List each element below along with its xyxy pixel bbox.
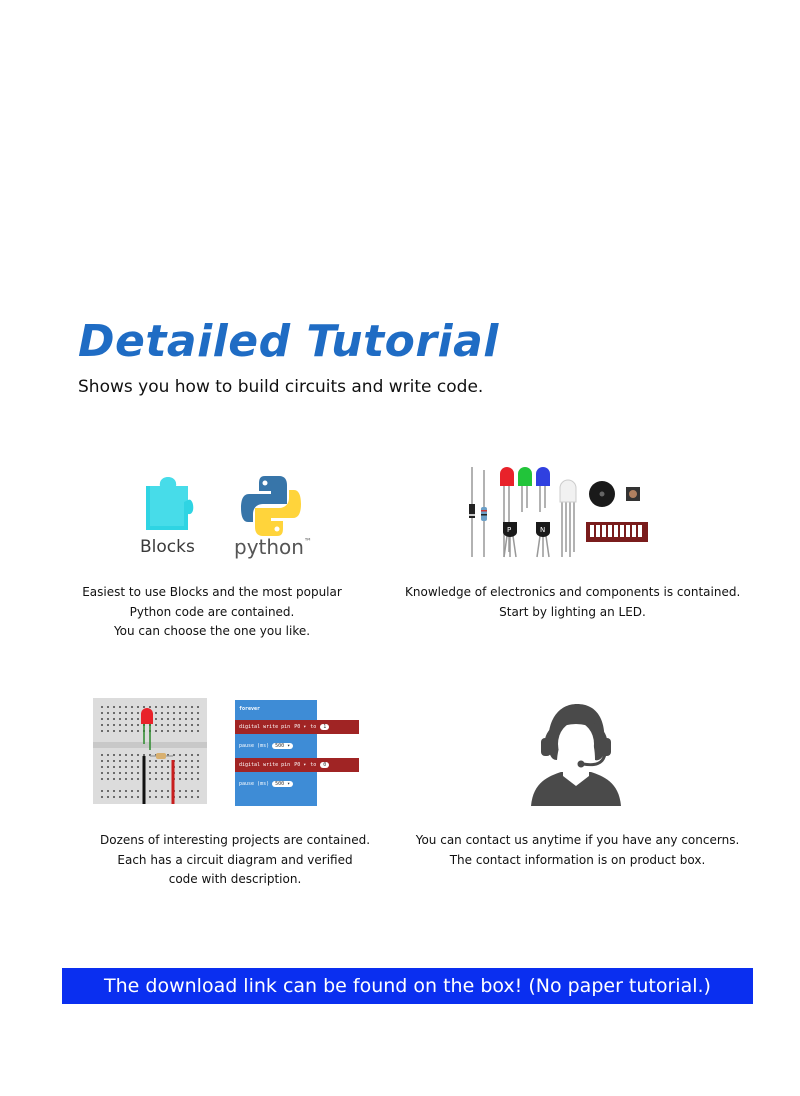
pause-label: pause (ms)	[239, 781, 270, 787]
python-label: python	[234, 535, 304, 559]
code-caption-line: Easiest to use Blocks and the most popular	[82, 585, 342, 599]
page-title: Detailed Tutorial	[78, 316, 499, 367]
led-green-icon	[518, 467, 532, 512]
led-red-icon	[500, 467, 514, 557]
transistor-p-label: P	[507, 526, 512, 534]
push-button-icon	[626, 487, 640, 501]
code-languages-art	[130, 470, 320, 565]
code-caption-line: You can choose the one you like.	[113, 624, 311, 638]
resistor-icon	[481, 470, 487, 557]
support-caption	[405, 831, 750, 870]
support-caption-line: You can contact us anytime if you have any concerns.	[415, 833, 740, 847]
download-info-banner	[62, 968, 753, 1004]
rgb-led-icon	[560, 480, 576, 557]
value-pill: 1	[320, 724, 329, 730]
pause-block-1	[235, 740, 293, 752]
digital-write-label: digital write pin	[239, 724, 291, 730]
components-caption	[405, 583, 740, 622]
components-caption-line: Start by lighting an LED.	[499, 604, 646, 619]
page-subtitle: Shows you how to build circuits and write code.	[78, 377, 484, 397]
pin-dropdown: P0 ▾	[294, 762, 307, 768]
python-logo-icon	[241, 476, 301, 536]
pin-dropdown: P0 ▾	[294, 724, 307, 730]
ms-dropdown: 500 ▾	[272, 781, 293, 787]
components-art	[462, 462, 662, 564]
buzzer-icon	[589, 481, 615, 507]
support-caption-line: The contact information is on product box.	[449, 852, 706, 867]
diode-icon	[469, 467, 475, 557]
transistor-n-icon	[536, 522, 550, 557]
digital-write-block-1	[235, 720, 359, 734]
pause-label: pause (ms)	[239, 743, 270, 749]
customer-support-headset-icon	[525, 700, 627, 806]
download-info-text: The download link can be found on the box! (No paper tutorial.)	[104, 975, 711, 997]
ms-dropdown: 500 ▾	[272, 743, 293, 749]
blocks-puzzle-icon	[146, 477, 193, 530]
breadboard-circuit-art	[93, 698, 207, 804]
transistor-p-icon	[503, 522, 517, 557]
digital-write-label: digital write pin	[239, 762, 291, 768]
digital-write-block-2	[235, 758, 359, 772]
projects-caption	[80, 831, 390, 890]
code-caption-line: Python code are contained.	[129, 604, 295, 619]
projects-caption-line: Each has a circuit diagram and verified	[117, 852, 353, 867]
transistor-n-label: N	[540, 526, 546, 534]
projects-caption-line: Dozens of interesting projects are contained.	[99, 833, 371, 847]
projects-caption-line: code with description.	[168, 872, 302, 886]
makecode-blocks-panel	[235, 700, 327, 806]
blocks-label: Blocks	[140, 537, 195, 557]
forever-block-label: forever	[239, 706, 261, 712]
to-label: to	[310, 724, 317, 730]
pause-block-2	[235, 778, 293, 790]
python-trademark: ™	[304, 537, 312, 546]
to-label: to	[310, 762, 317, 768]
led-bar-graph-icon	[586, 522, 648, 542]
led-blue-icon	[536, 467, 550, 512]
code-caption	[62, 583, 362, 642]
value-pill: 0	[320, 762, 329, 768]
components-caption-line: Knowledge of electronics and components is contained.	[405, 585, 741, 599]
